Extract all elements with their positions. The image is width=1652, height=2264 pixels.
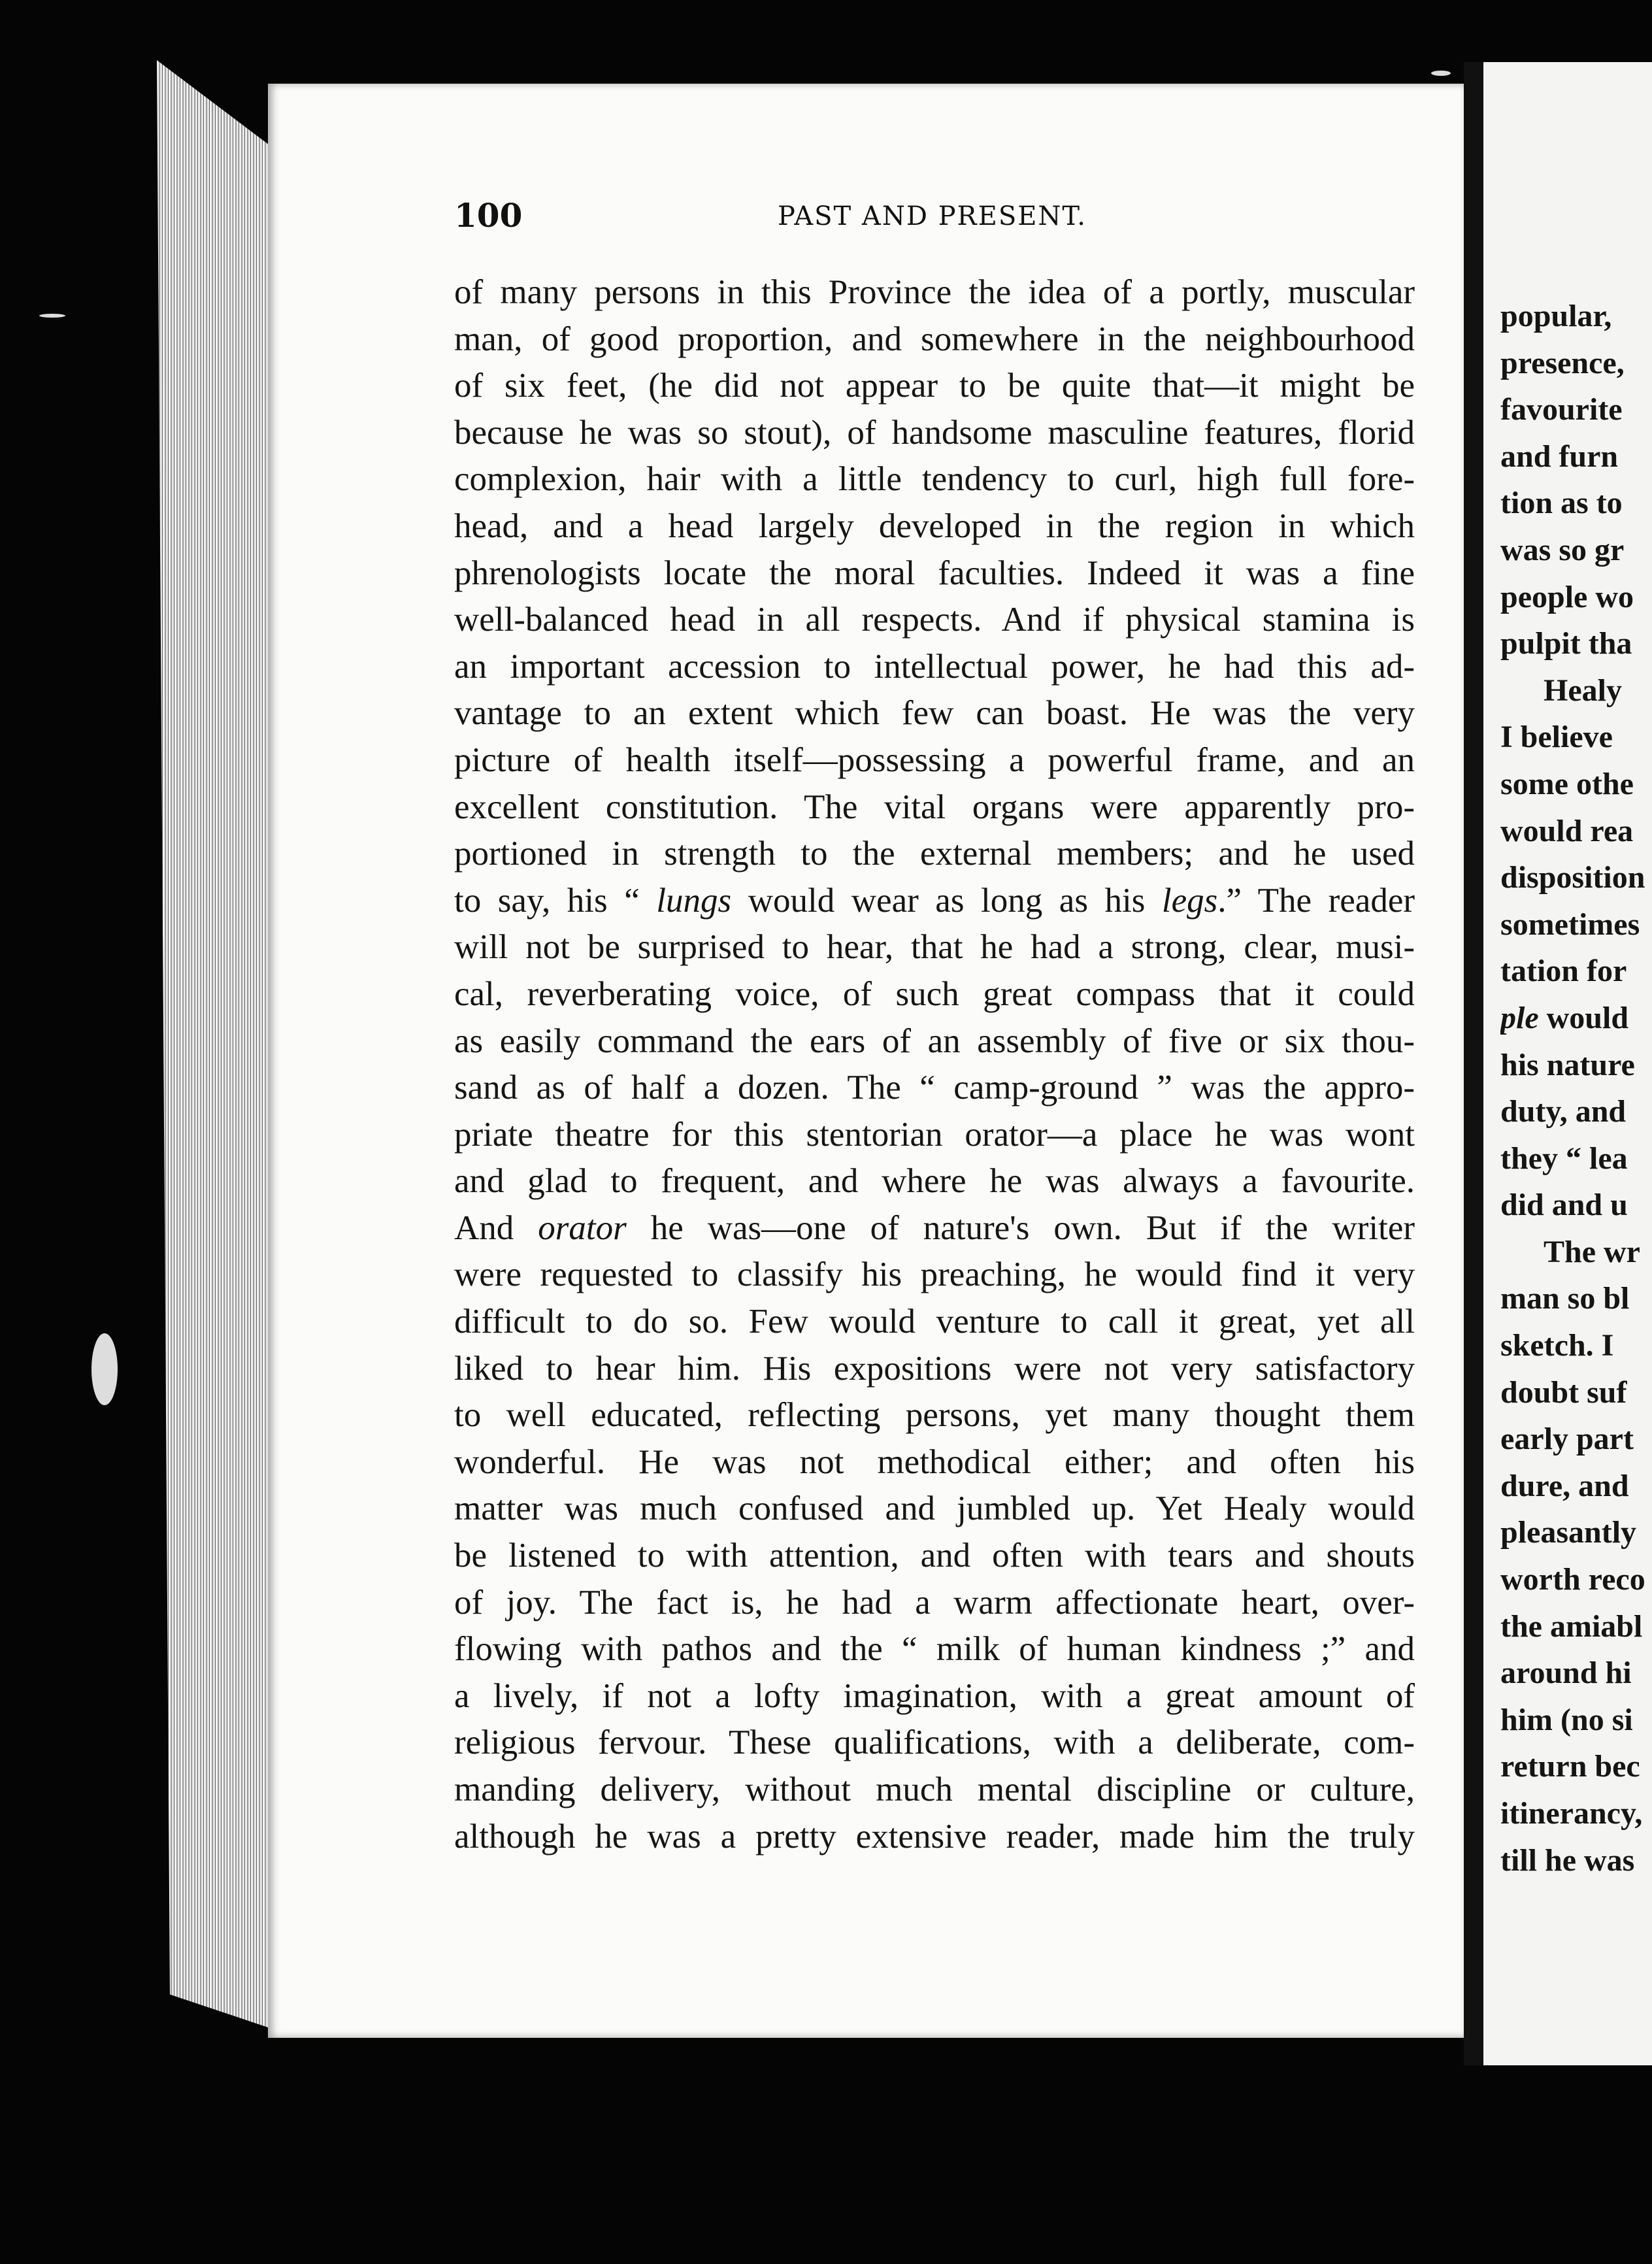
page-number: 100 <box>454 196 523 235</box>
next-page-line: pleasantly <box>1500 1515 1637 1550</box>
text-line: and glad to frequent, and where he was always a favourite. <box>454 1162 1415 1201</box>
text-line: liked to hear him. His expositions were not very satisfactory <box>454 1349 1415 1388</box>
next-page-line: around hi <box>1500 1656 1632 1691</box>
text-line: be listened to with attention, and often with tears and shouts <box>454 1537 1415 1575</box>
next-page-line: doubt suf <box>1500 1374 1627 1410</box>
next-page-line: him (no si <box>1500 1702 1633 1737</box>
next-page-line: dure, and <box>1500 1468 1629 1503</box>
next-page-line: return bec <box>1500 1749 1640 1784</box>
text-line: man, of good proportion, and somewhere in the neighbourhood <box>454 320 1415 358</box>
next-page-line: people wo <box>1500 579 1634 614</box>
next-page-line: sometimes <box>1500 907 1640 942</box>
text-line: excellent constitution. The vital organs were apparently pro- <box>454 788 1415 826</box>
text-line: to well educated, reflecting persons, yet many thought them <box>454 1396 1415 1435</box>
next-page-line: would rea <box>1500 813 1634 848</box>
text-line: of joy. The fact is, he had a warm affectionate heart, over- <box>454 1583 1415 1622</box>
dust-speck <box>39 314 65 318</box>
next-page-line: Healy <box>1544 673 1622 708</box>
next-page-line: man so bl <box>1500 1281 1630 1316</box>
text-line: an important accession to intellectual power, he had this ad- <box>454 647 1415 686</box>
text-line: wonderful. He was not methodical either; and often his <box>454 1442 1415 1481</box>
text-line: sand as of half a dozen. The “ camp-ground ” was the appro- <box>454 1069 1415 1107</box>
next-page-line: tion as to <box>1500 486 1623 521</box>
text-line: a lively, if not a lofty imagination, with a great amount of <box>454 1676 1415 1715</box>
next-page-text <box>1500 293 1652 1884</box>
gutter-shadow <box>1464 62 1483 2065</box>
text-line: of six feet, (he did not appear to be quite that—it might be <box>454 367 1415 405</box>
text-line: as easily command the ears of an assembly of five or six thou- <box>454 1022 1415 1060</box>
next-page-line: tation for <box>1500 954 1627 989</box>
text-line: And orator he was—one of nature's own. But if the writer <box>454 1208 1415 1247</box>
next-page-line: worth reco <box>1500 1562 1645 1597</box>
text-line: because he was so stout), of handsome masculine features, florid <box>454 413 1415 452</box>
next-page-line: The wr <box>1544 1234 1640 1269</box>
text-line: phrenologists locate the moral faculties. Indeed it was a fine <box>454 554 1415 592</box>
text-line: vantage to an extent which few can boast. He was the very <box>454 694 1415 733</box>
text-line: difficult to do so. Few would venture to call it great, yet all <box>454 1303 1415 1341</box>
text-line: of many persons in this Province the idea of a portly, muscular <box>454 273 1415 311</box>
text-line: will not be surprised to hear, that he had a strong, clear, musi- <box>454 928 1415 967</box>
next-page-line: popular, <box>1500 299 1612 333</box>
next-page-line: did and u <box>1500 1188 1628 1223</box>
running-title: PAST AND PRESENT. <box>778 201 1087 231</box>
next-page-line: the amiabl <box>1500 1608 1643 1644</box>
text-line: flowing with pathos and the “ milk of human kindness ;” and <box>454 1630 1415 1669</box>
next-page-line: itinerancy, <box>1500 1796 1643 1831</box>
dust-speck <box>1431 71 1451 76</box>
next-page-line: they “ lea <box>1500 1140 1628 1176</box>
text-line: picture of health itself—possessing a powerful frame, and an <box>454 741 1415 779</box>
text-line: religious fervour. These qualifications, with a deliberate, com- <box>454 1723 1415 1762</box>
next-page-line: his nature <box>1500 1047 1635 1082</box>
next-page-line: early part <box>1500 1422 1634 1457</box>
body-text <box>454 269 1415 1860</box>
next-page-line: some othe <box>1500 766 1634 801</box>
text-line: manding delivery, without much mental discipline or culture, <box>454 1771 1415 1808</box>
text-line: portioned in strength to the external members; and he used <box>454 835 1415 873</box>
text-line: well-balanced head in all respects. And if physical stamina is <box>454 601 1415 639</box>
text-line: matter was much confused and jumbled up. Yet Healy would <box>454 1490 1415 1528</box>
next-page-line: pulpit tha <box>1500 626 1632 661</box>
text-line: to say, his “ lungs would wear as long as his legs.” The reader <box>454 881 1415 920</box>
dust-speck <box>91 1333 118 1405</box>
text-line: complexion, hair with a little tendency to curl, high full fore- <box>454 460 1415 499</box>
next-page-line: I believe <box>1500 720 1613 755</box>
next-page-line: duty, and <box>1500 1094 1627 1129</box>
next-page-line: was so gr <box>1500 532 1625 567</box>
text-line: were requested to classify his preaching, he would find it very <box>454 1256 1415 1294</box>
next-page-line: sketch. I <box>1500 1328 1614 1363</box>
text-line: head, and a head largely developed in the region in which <box>454 507 1415 545</box>
next-page-line: presence, <box>1500 345 1625 380</box>
text-line: cal, reverberating voice, of such great compass that it could <box>454 974 1415 1013</box>
next-page-line: favourite <box>1500 392 1623 427</box>
next-page-line: and furn <box>1500 439 1619 474</box>
next-page-line: ple would <box>1500 1000 1629 1035</box>
next-page-line: disposition <box>1500 860 1645 895</box>
text-line: although he was a pretty extensive reader, made him the truly <box>454 1817 1415 1856</box>
next-page-line: till he was <box>1500 1842 1635 1878</box>
text-line: priate theatre for this stentorian orator—a place he was wont <box>454 1115 1415 1154</box>
